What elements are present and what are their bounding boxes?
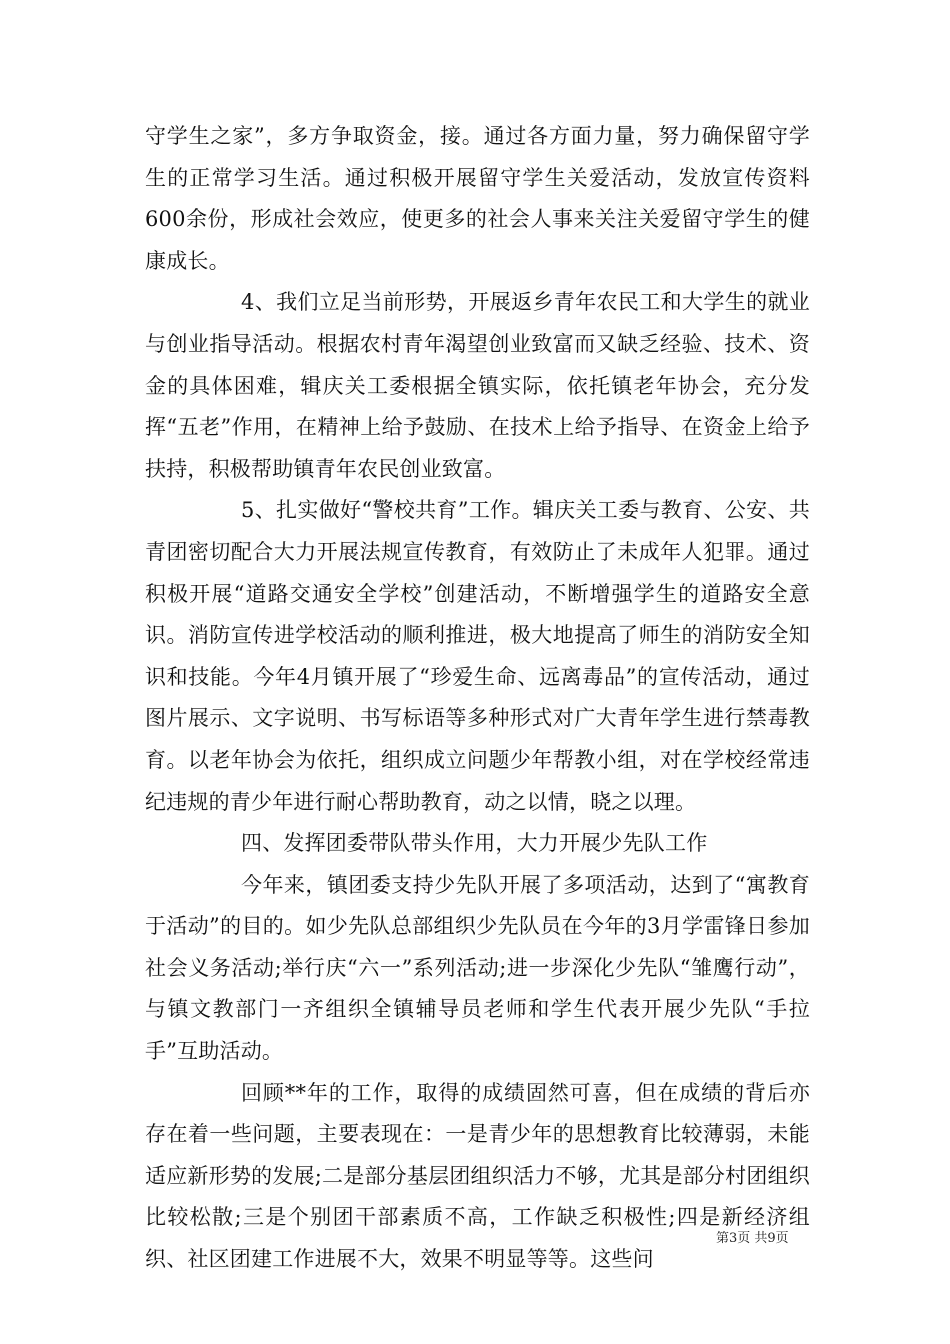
section-heading-4: 四、发挥团委带队带头作用，大力开展少先队工作 [241, 831, 708, 856]
paragraph-item-5: 5、扎实做好“警校共育”工作。辑庆关工委与教育、公安、共青团密切配合大力开展法规宣传教育，有效防止了未成年人犯罪。通过积极开展“道路交通安全学校”创建活动，不断增强学生的道路安全意识。消防宣传进学校活动的顺利推进，极大地提高了师生的消防安全知识和技能。今年4月镇开展了“珍爱生命、远离毒品”的宣传活动，通过图片展示、文字说明、书写标语等多种形式对广大青年学生进行禁毒教育。以老年协会为依托，组织成立问题少年帮教小组，对在学校经常违纪违规的青少年进行耐心帮助教育，动之以情，晓之以理。 [145, 498, 810, 814]
paragraph-continuation: 守学生之家”，多方争取资金，接。通过各方面力量，努力确保留守学生的正常学习生活。通过积极开展留守学生关爱活动，发放宣传资料600余份，形成社会效应，使更多的社会人事来关注关爱留守学生的健康成长。 [145, 124, 810, 273]
page-number-footer: 第3页 共9页 [716, 1231, 789, 1246]
paragraph-item-4: 4、我们立足当前形势，开展返乡青年农民工和大学生的就业与创业指导活动。根据农村青年渴望创业致富而又缺乏经验、技术、资金的具体困难，辑庆关工委根据全镇实际，依托镇老年协会，充分发挥“五老”作用，在精神上给予鼓励、在技术上给予指导、在资金上给予扶持，积极帮助镇青年农民创业致富。 [145, 290, 810, 481]
paragraph-review: 回顾**年的工作，取得的成绩固然可喜，但在成绩的背后亦存在着一些问题，主要表现在：一是青少年的思想教育比较薄弱，未能适应新形势的发展;二是部分基层团组织活力不够，尤其是部分村团组织比较松散;三是个别团干部素质不高，工作缺乏积极性;四是新经济组织、社区团建工作进展不大，效果不明显等等。这些问 [145, 1080, 810, 1272]
paragraph-young-pioneers: 今年来，镇团委支持少先队开展了多项活动，达到了“寓教育于活动”的目的。如少先队总部组织少先队员在今年的3月学雷锋日参加社会义务活动;举行庆“六一”系列活动;进一步深化少先队“雏鹰行动”，与镇文教部门一齐组织全镇辅导员老师和学生代表开展少先队“手拉手”互助活动。 [145, 872, 810, 1064]
document-body [145, 116, 810, 1281]
